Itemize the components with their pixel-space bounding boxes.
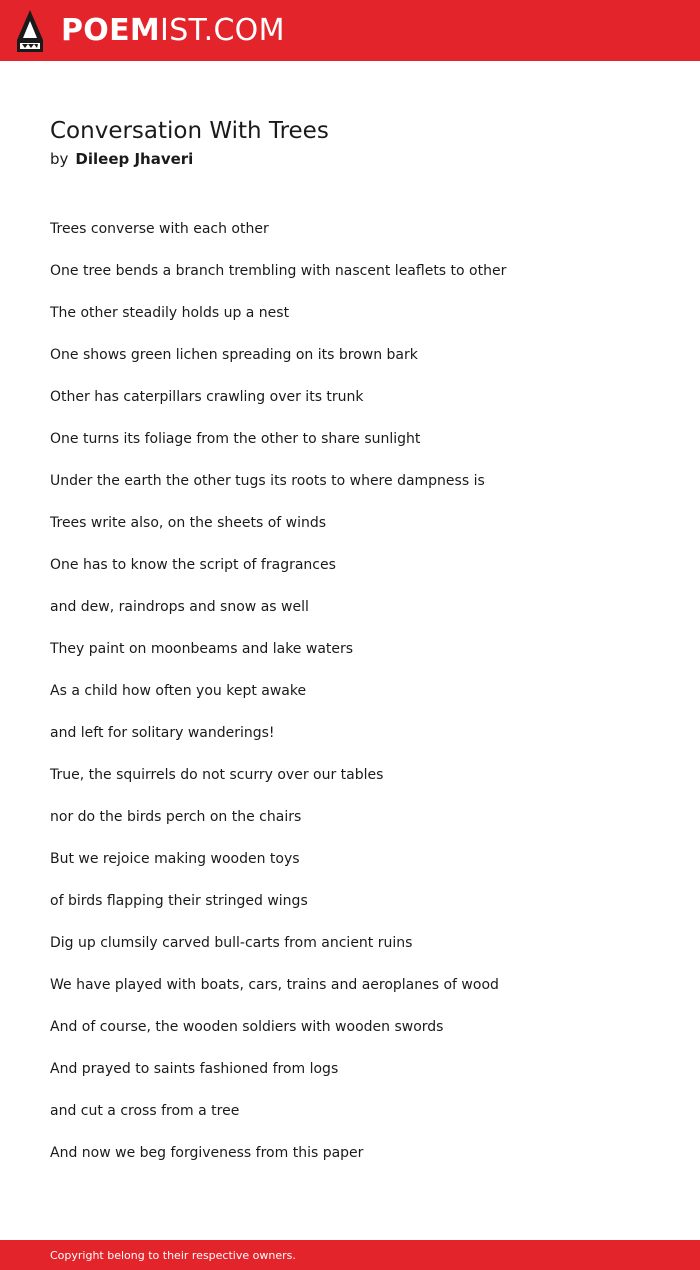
poem-line: And of course, the wooden soldiers with wooden swords bbox=[50, 1019, 444, 1035]
logo-text-bold: POEM bbox=[61, 12, 161, 48]
poem-line: One shows green lichen spreading on its brown bark bbox=[50, 347, 418, 363]
byline bbox=[50, 149, 193, 169]
author-link[interactable]: Dileep Jhaveri bbox=[75, 150, 194, 168]
poem-line: nor do the birds perch on the chairs bbox=[50, 809, 302, 825]
poem-line: True, the squirrels do not scurry over our tables bbox=[50, 767, 384, 783]
poem-line: of birds flapping their stringed wings bbox=[50, 893, 308, 909]
poem-line: and cut a cross from a tree bbox=[50, 1103, 240, 1119]
poem-line: Trees converse with each other bbox=[50, 221, 269, 237]
copyright-text: Copyright belong to their respective owners. bbox=[50, 1248, 296, 1262]
poem-line: and left for solitary wanderings! bbox=[50, 725, 275, 741]
poem-line: Other has caterpillars crawling over its trunk bbox=[50, 389, 364, 405]
poem-line: Under the earth the other tugs its roots to where dampness is bbox=[50, 473, 485, 489]
poem-body bbox=[50, 218, 670, 1184]
poem-line: Dig up clumsily carved bull-carts from ancient ruins bbox=[50, 935, 413, 951]
pencil-tip-icon bbox=[17, 10, 43, 52]
by-label: by bbox=[50, 150, 69, 168]
poem-line: One tree bends a branch trembling with nascent leaflets to other bbox=[50, 263, 507, 279]
poem-line: And now we beg forgiveness from this paper bbox=[50, 1145, 364, 1161]
poem-line: and dew, raindrops and snow as well bbox=[50, 599, 309, 615]
site-logo-text bbox=[61, 12, 285, 48]
site-header bbox=[0, 0, 700, 61]
poem-line: We have played with boats, cars, trains and aeroplanes of wood bbox=[50, 977, 499, 993]
poem-line: And prayed to saints fashioned from logs bbox=[50, 1061, 339, 1077]
poem-line: One turns its foliage from the other to share sunlight bbox=[50, 431, 421, 447]
poem-line: But we rejoice making wooden toys bbox=[50, 851, 300, 867]
poem-line: They paint on moonbeams and lake waters bbox=[50, 641, 354, 657]
logo-text-light: IST.COM bbox=[160, 12, 285, 48]
poem-line: One has to know the script of fragrances bbox=[50, 557, 336, 573]
poem-title: Conversation With Trees bbox=[50, 118, 329, 144]
site-footer bbox=[0, 1240, 700, 1270]
site-logo[interactable] bbox=[17, 10, 285, 52]
poem-line: As a child how often you kept awake bbox=[50, 683, 307, 699]
poem-line: The other steadily holds up a nest bbox=[50, 305, 290, 321]
poem-line: Trees write also, on the sheets of winds bbox=[50, 515, 327, 531]
